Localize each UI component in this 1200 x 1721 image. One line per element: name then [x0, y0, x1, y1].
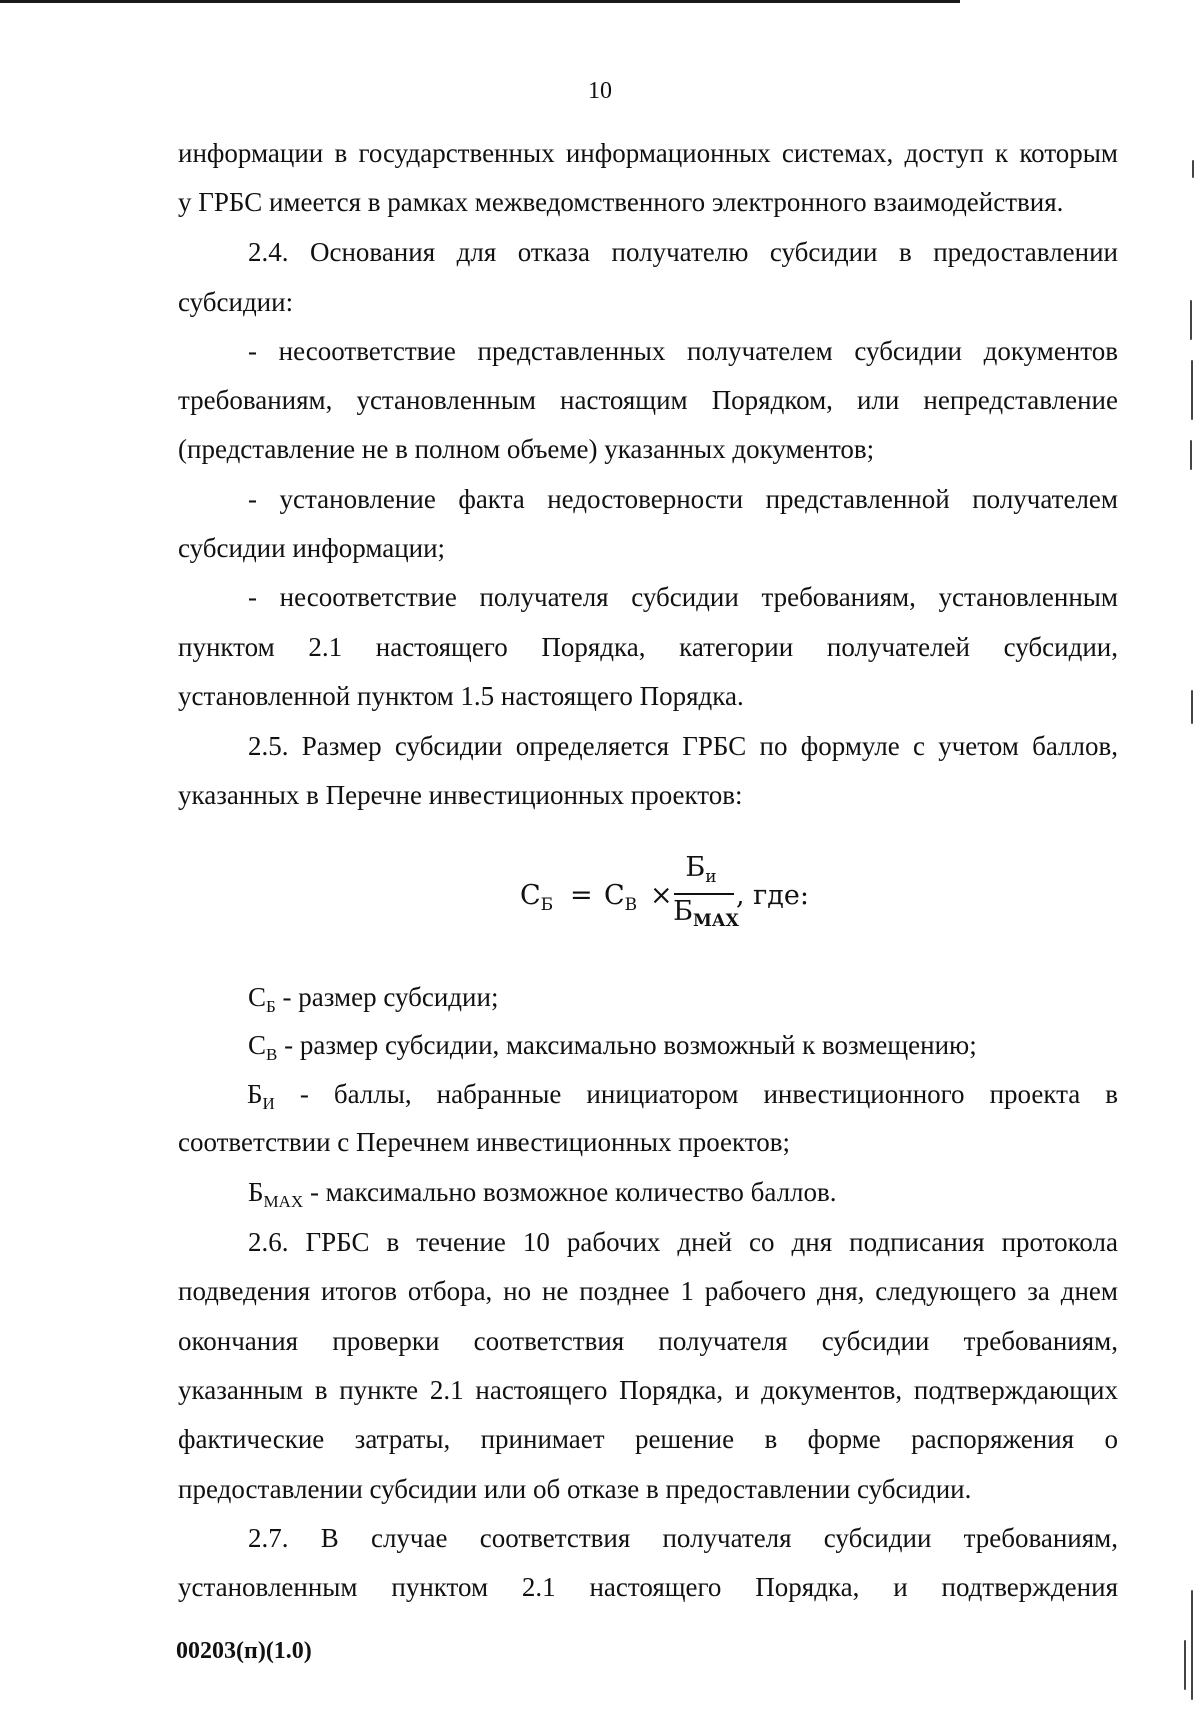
list-item: - несоответствие представленных получателем субсидии документов	[248, 336, 1118, 366]
definition-line: $Б_{МАХ}$ - максимально возможное количество баллов.	[248, 1177, 837, 1211]
text-line: информации в государственных информационных системах, доступ к которым	[178, 138, 1118, 168]
formula-equals: =	[570, 880, 593, 911]
formula-numerator: $Б_и$	[685, 852, 717, 887]
text-line: предоставлении субсидии или об отказе в предоставлении субсидии.	[178, 1474, 972, 1504]
section-2-6-heading: 2.6. ГРБС в течение 10 рабочих дней со дня подписания протокола	[248, 1227, 1118, 1257]
document-code: 00203(п)(1.0)	[176, 1638, 312, 1664]
formula-denominator: $Б_{МАХ}$	[673, 896, 739, 931]
fraction-bar	[674, 893, 734, 895]
formula-suffix: , где:	[736, 880, 810, 911]
section-2-4-heading: 2.4. Основания для отказа получателю субсидии в предоставлении	[248, 237, 1118, 267]
definition-line: $С_В$ - размер субсидии, максимально возможный к возмещению;	[248, 1030, 977, 1064]
text-line: соответствии с Перечнем инвестиционных проектов;	[178, 1127, 790, 1157]
text-line: указанных в Перечне инвестиционных проектов:	[178, 780, 743, 810]
page-number: 10	[588, 78, 612, 104]
text-line: пунктом 2.1 настоящего Порядка, категории получателей субсидии,	[178, 632, 1118, 662]
scan-speck	[1184, 1640, 1186, 1690]
list-item: - установление факта недостоверности представленной получателем	[248, 484, 1118, 514]
top-border-rule	[0, 0, 960, 3]
formula-times: ×	[650, 880, 673, 911]
text-line: требованиям, установленным настоящим Порядком, или непредставление	[178, 385, 1118, 415]
text-line: фактические затраты, принимает решение в форме распоряжения о	[178, 1424, 1118, 1454]
text-line: подведения итогов отбора, но не позднее 1 рабочего дня, следующего за днем	[178, 1276, 1118, 1306]
text-line: указанным в пункте 2.1 настоящего Порядка, и документов, подтверждающих	[178, 1375, 1118, 1405]
text-line: у ГРБС имеется в рамках межведомственного электронного взаимодействия.	[178, 187, 1064, 217]
section-2-7-heading: 2.7. В случае соответствия получателя субсидии требованиям,	[248, 1523, 1118, 1553]
scan-speck	[1190, 300, 1192, 340]
text-line: окончания проверки соответствия получателя субсидии требованиям,	[178, 1326, 1118, 1356]
list-item: - несоответствие получателя субсидии требованиям, установленным	[248, 582, 1118, 612]
scan-speck	[1191, 360, 1193, 420]
formula-rhs: $С_В$	[604, 880, 638, 915]
definition-line: $Б_И$ - баллы, набранные инициатором инвестиционного проекта в	[247, 1079, 1118, 1113]
scan-speck	[1192, 160, 1194, 178]
section-2-5-heading: 2.5. Размер субсидии определяется ГРБС по формуле с учетом баллов,	[248, 731, 1118, 761]
scan-speck	[1191, 690, 1193, 724]
formula-lhs: $С_Б$	[520, 880, 554, 915]
text-line: установленным пунктом 2.1 настоящего Порядка, и подтверждения	[178, 1572, 1118, 1602]
definition-line: $С_Б$ - размер субсидии;	[248, 982, 499, 1016]
text-line: субсидии:	[178, 287, 294, 317]
scan-speck	[1191, 1590, 1193, 1700]
text-line: субсидии информации;	[178, 533, 446, 563]
scan-speck	[1190, 440, 1192, 470]
text-line: (представление не в полном объеме) указанных документов;	[178, 434, 875, 464]
text-line: установленной пунктом 1.5 настоящего Порядка.	[178, 681, 744, 711]
